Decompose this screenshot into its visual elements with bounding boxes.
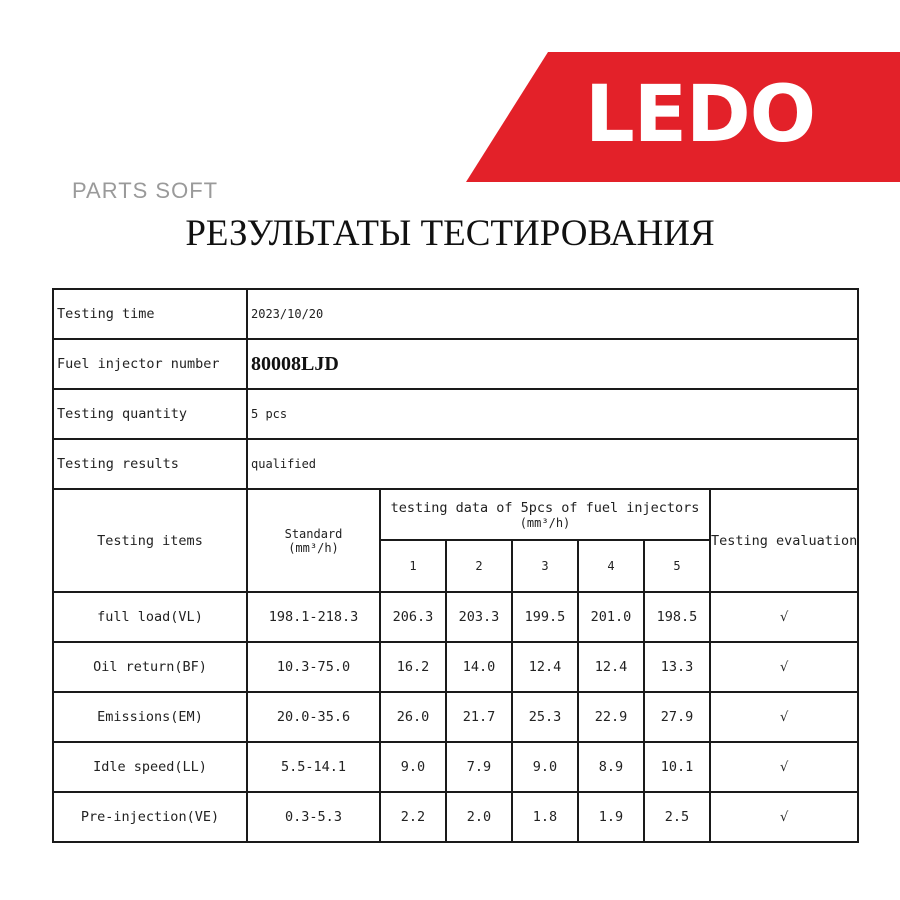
row-item: Oil return(BF) bbox=[53, 642, 247, 692]
check-mark-icon: √ bbox=[710, 642, 858, 692]
row-value: 9.0 bbox=[380, 742, 446, 792]
header-standard bbox=[247, 489, 380, 592]
row-value: 9.0 bbox=[512, 742, 578, 792]
header-standard-unit: (mm³/h) bbox=[288, 540, 339, 555]
row-standard: 10.3-75.0 bbox=[247, 642, 380, 692]
check-mark-icon: √ bbox=[710, 692, 858, 742]
header-testing-data-unit: (mm³/h) bbox=[519, 515, 571, 530]
info-value: 2023/10/20 bbox=[247, 289, 858, 339]
row-value: 1.8 bbox=[512, 792, 578, 842]
row-value: 22.9 bbox=[578, 692, 644, 742]
info-value: qualified bbox=[247, 439, 858, 489]
row-value: 2.2 bbox=[380, 792, 446, 842]
row-value: 14.0 bbox=[446, 642, 512, 692]
row-value: 2.0 bbox=[446, 792, 512, 842]
info-label: Testing results bbox=[53, 439, 247, 489]
row-value: 27.9 bbox=[644, 692, 710, 742]
row-value: 16.2 bbox=[380, 642, 446, 692]
check-mark-icon: √ bbox=[710, 742, 858, 792]
info-label: Testing time bbox=[53, 289, 247, 339]
row-value: 10.1 bbox=[644, 742, 710, 792]
row-value: 2.5 bbox=[644, 792, 710, 842]
header-testing-data-label: testing data of 5pcs of fuel injectors bbox=[390, 499, 700, 516]
info-row-testing-results bbox=[53, 439, 858, 489]
info-row-injector-number bbox=[53, 339, 858, 389]
header-testing-items: Testing items bbox=[53, 489, 247, 592]
row-standard: 5.5-14.1 bbox=[247, 742, 380, 792]
table-row bbox=[53, 642, 858, 692]
row-item: Idle speed(LL) bbox=[53, 742, 247, 792]
test-results-table bbox=[52, 288, 859, 843]
brand-subtitle: PARTS SOFT bbox=[72, 178, 219, 203]
row-standard: 0.3-5.3 bbox=[247, 792, 380, 842]
row-value: 12.4 bbox=[512, 642, 578, 692]
row-value: 206.3 bbox=[380, 592, 446, 642]
header-testing-data bbox=[380, 489, 710, 540]
row-item: Pre-injection(VE) bbox=[53, 792, 247, 842]
table-row bbox=[53, 592, 858, 642]
header-standard-label: Standard bbox=[284, 526, 343, 541]
info-row-testing-time bbox=[53, 289, 858, 339]
row-item: full load(VL) bbox=[53, 592, 247, 642]
info-label: Testing quantity bbox=[53, 389, 247, 439]
header-injector-3: 3 bbox=[512, 540, 578, 592]
row-value: 198.5 bbox=[644, 592, 710, 642]
row-value: 21.7 bbox=[446, 692, 512, 742]
header-testing-evaluation: Testing evaluation bbox=[710, 489, 858, 592]
row-value: 25.3 bbox=[512, 692, 578, 742]
table-header-row bbox=[53, 489, 858, 540]
row-standard: 198.1-218.3 bbox=[247, 592, 380, 642]
header-injector-5: 5 bbox=[644, 540, 710, 592]
row-value: 203.3 bbox=[446, 592, 512, 642]
row-value: 1.9 bbox=[578, 792, 644, 842]
row-value: 8.9 bbox=[578, 742, 644, 792]
row-value: 26.0 bbox=[380, 692, 446, 742]
check-mark-icon: √ bbox=[710, 592, 858, 642]
info-label: Fuel injector number bbox=[53, 339, 247, 389]
row-value: 199.5 bbox=[512, 592, 578, 642]
check-mark-icon: √ bbox=[710, 792, 858, 842]
table-row bbox=[53, 692, 858, 742]
info-row-testing-quantity bbox=[53, 389, 858, 439]
row-value: 201.0 bbox=[578, 592, 644, 642]
row-standard: 20.0-35.6 bbox=[247, 692, 380, 742]
logo-text: LEDO bbox=[585, 70, 816, 160]
row-item: Emissions(EM) bbox=[53, 692, 247, 742]
header-injector-4: 4 bbox=[578, 540, 644, 592]
info-value: 5 pcs bbox=[247, 389, 858, 439]
page-title: РЕЗУЛЬТАТЫ ТЕСТИРОВАНИЯ bbox=[185, 213, 715, 254]
row-value: 13.3 bbox=[644, 642, 710, 692]
header-injector-1: 1 bbox=[380, 540, 446, 592]
row-value: 7.9 bbox=[446, 742, 512, 792]
row-value: 12.4 bbox=[578, 642, 644, 692]
table-row bbox=[53, 792, 858, 842]
injector-number-value: 80008LJD bbox=[247, 339, 858, 389]
header-injector-2: 2 bbox=[446, 540, 512, 592]
table-row bbox=[53, 742, 858, 792]
